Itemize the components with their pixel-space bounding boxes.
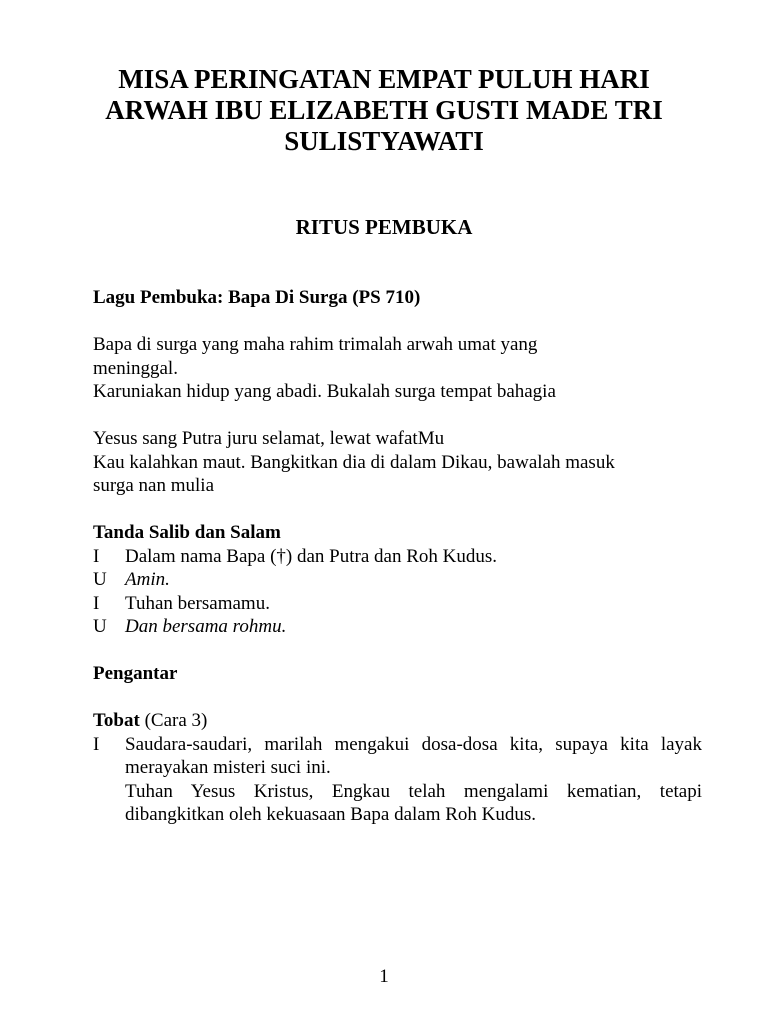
spacer: [93, 310, 702, 334]
spacer: [93, 686, 702, 710]
verse-2-line-3: surga nan mulia: [93, 475, 215, 496]
dialogue-line: [93, 568, 702, 592]
dialogue-text: Dan bersama rohmu.: [125, 616, 287, 637]
dialogue-text: Tuhan bersamamu.: [125, 592, 270, 614]
penitential-heading-note: (Cara 3): [139, 710, 208, 731]
sign-of-cross-dialogue: [93, 545, 702, 639]
verse-1-line-2: meninggal.: [93, 357, 178, 379]
title-line-1: MISA PERINGATAN EMPAT PULUH HARI: [118, 64, 650, 94]
speaker-marker: I: [93, 592, 100, 614]
document-body: [93, 286, 702, 827]
title-line-3: SULISTYAWATI: [284, 126, 484, 156]
sign-of-cross-heading: Tanda Salib dan Salam: [93, 522, 281, 543]
document-title: [60, 64, 708, 157]
verse-1-line-3: Karuniakan hidup yang abadi. Bukalah surga tempat bahagia: [93, 381, 556, 402]
page-number: 1: [379, 966, 389, 987]
speaker-marker: U: [93, 616, 107, 637]
opening-song-label: Lagu Pembuka: Bapa Di Surga (PS 710): [93, 287, 421, 308]
speaker-marker: I: [93, 733, 100, 755]
penitential-text: [125, 733, 702, 827]
section-title: RITUS PEMBUKA: [295, 215, 473, 239]
dialogue-text: Amin.: [125, 569, 170, 590]
spacer: [93, 639, 702, 663]
dialogue-line: [93, 615, 702, 639]
song-verse-2: [93, 427, 702, 498]
speaker-marker: I: [93, 545, 100, 567]
introduction-heading: Pengantar: [93, 663, 178, 684]
verse-2-line-1: Yesus sang Putra juru selamat, lewat wafatMu: [93, 428, 445, 449]
penitential-paragraph-2: Tuhan Yesus Kristus, Engkau telah mengalami kematian, tetapi dibangkitkan oleh kekuasaan Bapa dalam Roh Kudus.: [125, 780, 702, 825]
dialogue-line: [93, 545, 702, 569]
dialogue-text: Dalam nama Bapa (†) dan Putra dan Roh Kudus.: [125, 545, 497, 567]
title-line-2: ARWAH IBU ELIZABETH GUSTI MADE TRI: [105, 95, 663, 125]
penitential-paragraph-1: Saudara-saudari, marilah mengakui dosa-dosa kita, supaya kita layak merayakan misteri suci ini.: [125, 733, 702, 778]
verse-2-line-2: Kau kalahkan maut. Bangkitkan dia di dalam Dikau, bawalah masuk: [93, 451, 615, 473]
song-verse-1: [93, 333, 702, 404]
penitential-dialogue: [93, 733, 702, 827]
speaker-marker: U: [93, 569, 107, 590]
verse-1-line-1: Bapa di surga yang maha rahim trimalah arwah umat yang: [93, 334, 538, 355]
penitential-heading: [93, 709, 702, 733]
dialogue-line: [93, 592, 702, 616]
spacer: [93, 498, 702, 522]
penitential-heading-bold: Tobat: [93, 710, 140, 731]
spacer: [93, 404, 702, 428]
